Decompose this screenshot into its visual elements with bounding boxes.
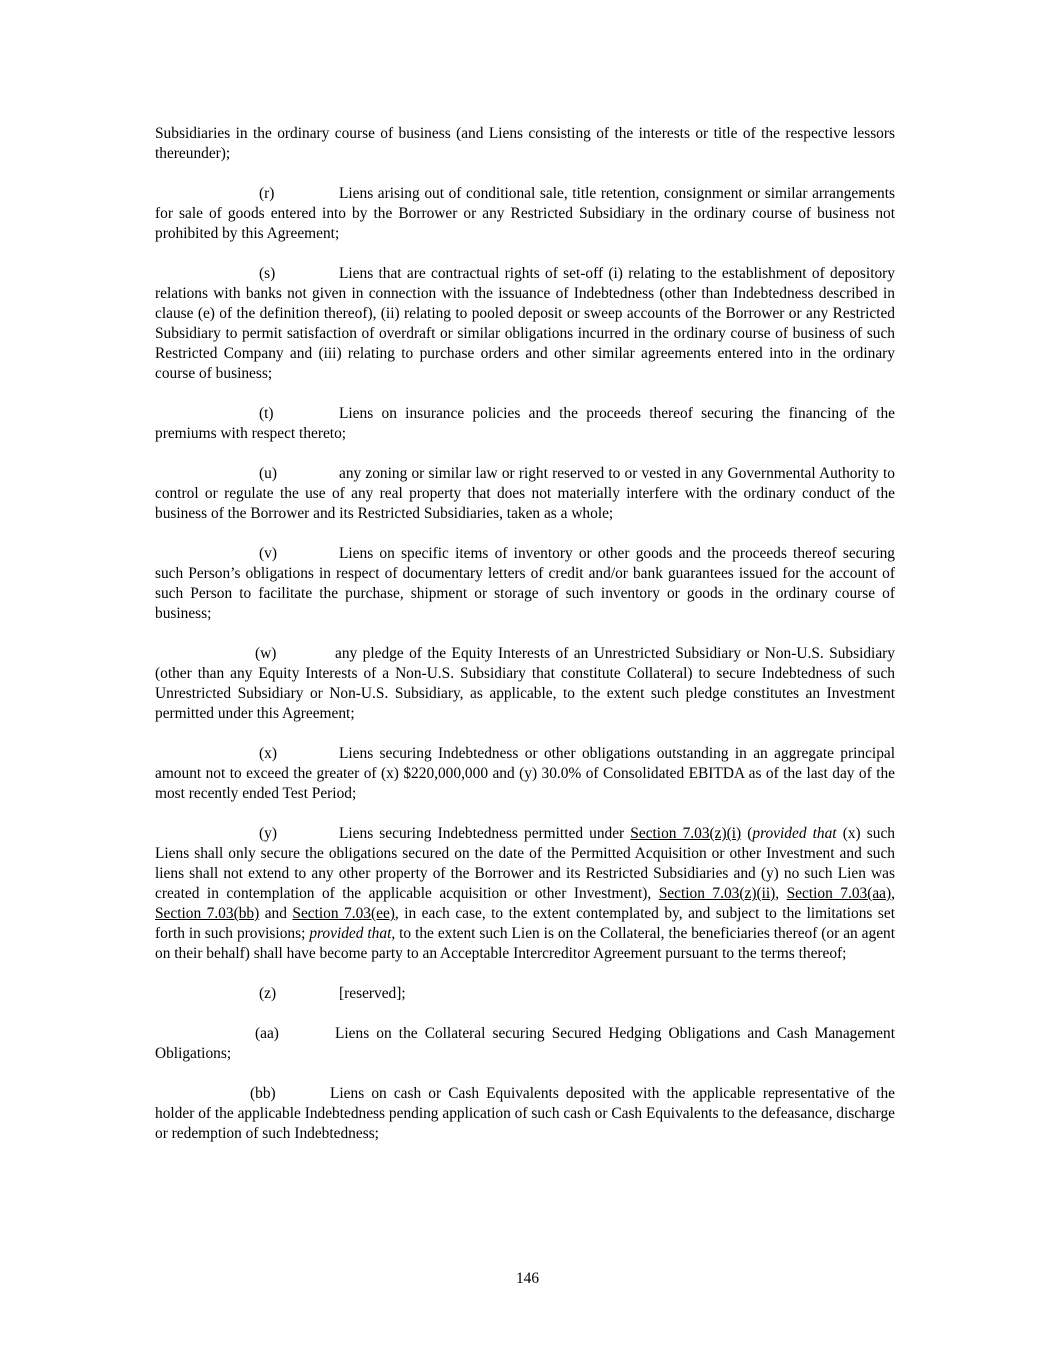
proviso-text: provided that (752, 825, 837, 842)
clause-x (155, 744, 895, 804)
clause-text: Liens securing Indebtedness permitted under (339, 825, 631, 842)
clause-text: Liens arising out of conditional sale, title retention, consignment or similar arrangements for sale of goods entered into by the Borrower or any Restricted Subsidiary in the ordinary course of business not prohibited by this Agreement; (155, 185, 895, 242)
clause-text: any zoning or similar law or right reserved to or vested in any Governmental Authority to control or regulate the use of any real property that does not materially interfere with the ordinary conduct of the business of the Borrower and its Restricted Subsidiaries, taken as a whole; (155, 465, 895, 522)
clause-u (155, 464, 895, 524)
section-reference-link[interactable]: Section 7.03(aa) (786, 885, 892, 902)
clause-text: , (891, 885, 895, 902)
clause-label: (z) (259, 985, 277, 1002)
clause-text: Liens securing Indebtedness or other obligations outstanding in an aggregate principal amount not to exceed the greater of (x) $220,000,000 and (y) 30.0% of Consolidated EBITDA as of the last day of the most recently ended Test Period; (155, 745, 895, 802)
clause-text: to the extent such Lien is on the Collateral, the beneficiaries thereof (or an agent on their behalf) shall have become party to an Acceptable Intercreditor Agreement pursuant to the terms thereof; (155, 925, 896, 962)
document-page (155, 124, 895, 1164)
clause-text: (x) such Liens shall only secure the obligations secured on the date of the Permitted Acquisition or other Investment and such liens shall not extend to any other property of the Borrower and its Restricted Subsidiaries and (y) no such Lien was created in contemplation of the applicable acquisition or other Investment), (155, 825, 895, 902)
section-reference-link[interactable]: Section 7.03(ee) (292, 905, 395, 922)
clause-text: any pledge of the Equity Interests of an Unrestricted Subsidiary or Non-U.S. Subsidiary (other than any Equity Interests of a Non-U.S. Subsidiary that constitute Collateral) to secure Indebtedness of such Unrestricted Subsidiary or Non-U.S. Subsidiary, as applicable, to the extent such pledge constitutes an Investment permitted under this Agreement; (155, 645, 895, 722)
clause-label: (r) (259, 185, 275, 202)
clause-z (155, 984, 895, 1004)
clause-label: (w) (255, 645, 277, 662)
clause-bb (155, 1084, 895, 1144)
clause-r (155, 184, 895, 244)
clause-text: and (259, 905, 293, 922)
clause-t (155, 404, 895, 444)
clause-label: (x) (259, 745, 277, 762)
clause-text: [reserved]; (339, 985, 406, 1002)
clause-text: , in each case, to the extent contemplated by, and subject to the limitations set forth in such provisions; (155, 905, 895, 942)
clause-label: (aa) (255, 1025, 279, 1042)
clause-text: Liens on cash or Cash Equivalents deposited with the applicable representative of the holder of the applicable Indebtedness pending application of such cash or Cash Equivalents to the defeasance, discharge or redemption of such Indebtedness; (155, 1085, 895, 1142)
clause-text: , (775, 885, 787, 902)
clause-label: (u) (259, 465, 277, 482)
lead-paragraph: Subsidiaries in the ordinary course of business (and Liens consisting of the interests or title of the respective lessors thereunder); (155, 125, 895, 162)
clause-y (155, 824, 895, 964)
clause-text: Liens on the Collateral securing Secured Hedging Obligations and Cash Management Obligations; (155, 1025, 895, 1062)
page-number: 146 (515, 1270, 540, 1287)
clause-aa (155, 1024, 895, 1064)
clause-s (155, 264, 895, 384)
clause-label: (v) (259, 545, 277, 562)
section-reference-link[interactable]: Section 7.03(z)(ii) (658, 885, 776, 902)
clause-v (155, 544, 895, 624)
clause-label: (y) (259, 825, 277, 842)
clause-text: Liens that are contractual rights of set-off (i) relating to the establishment of depository relations with banks not given in connection with the issuance of Indebtedness (other than Indebtedness described in clause (e) of the definition thereof), (ii) relating to pooled deposit or sweep accounts of the Borrower or any Restricted Subsidiary to permit satisfaction of overdraft or similar obligations incurred in the ordinary course of business of such Restricted Company and (iii) relating to purchase orders and other similar agreements entered into in the ordinary course of business; (155, 265, 895, 382)
proviso-text: provided that, (309, 925, 396, 942)
clause-w (155, 644, 895, 724)
clause-label: (bb) (250, 1085, 276, 1102)
clause-label: (t) (259, 405, 274, 422)
section-reference-link[interactable]: Section 7.03(bb) (155, 905, 260, 922)
section-reference-link[interactable]: Section 7.03(z)(i) (630, 825, 742, 842)
clause-text: Liens on insurance policies and the proceeds thereof securing the financing of the premiums with respect thereto; (155, 405, 895, 442)
clause-label: (s) (259, 265, 276, 282)
clause-text: ( (741, 825, 753, 842)
clause-text: Liens on specific items of inventory or other goods and the proceeds thereof securing such Person’s obligations in respect of documentary letters of credit and/or bank guarantees issued for the account of such Person to facilitate the purchase, shipment or storage of such inventory or goods in the ordinary course of business; (155, 545, 895, 622)
